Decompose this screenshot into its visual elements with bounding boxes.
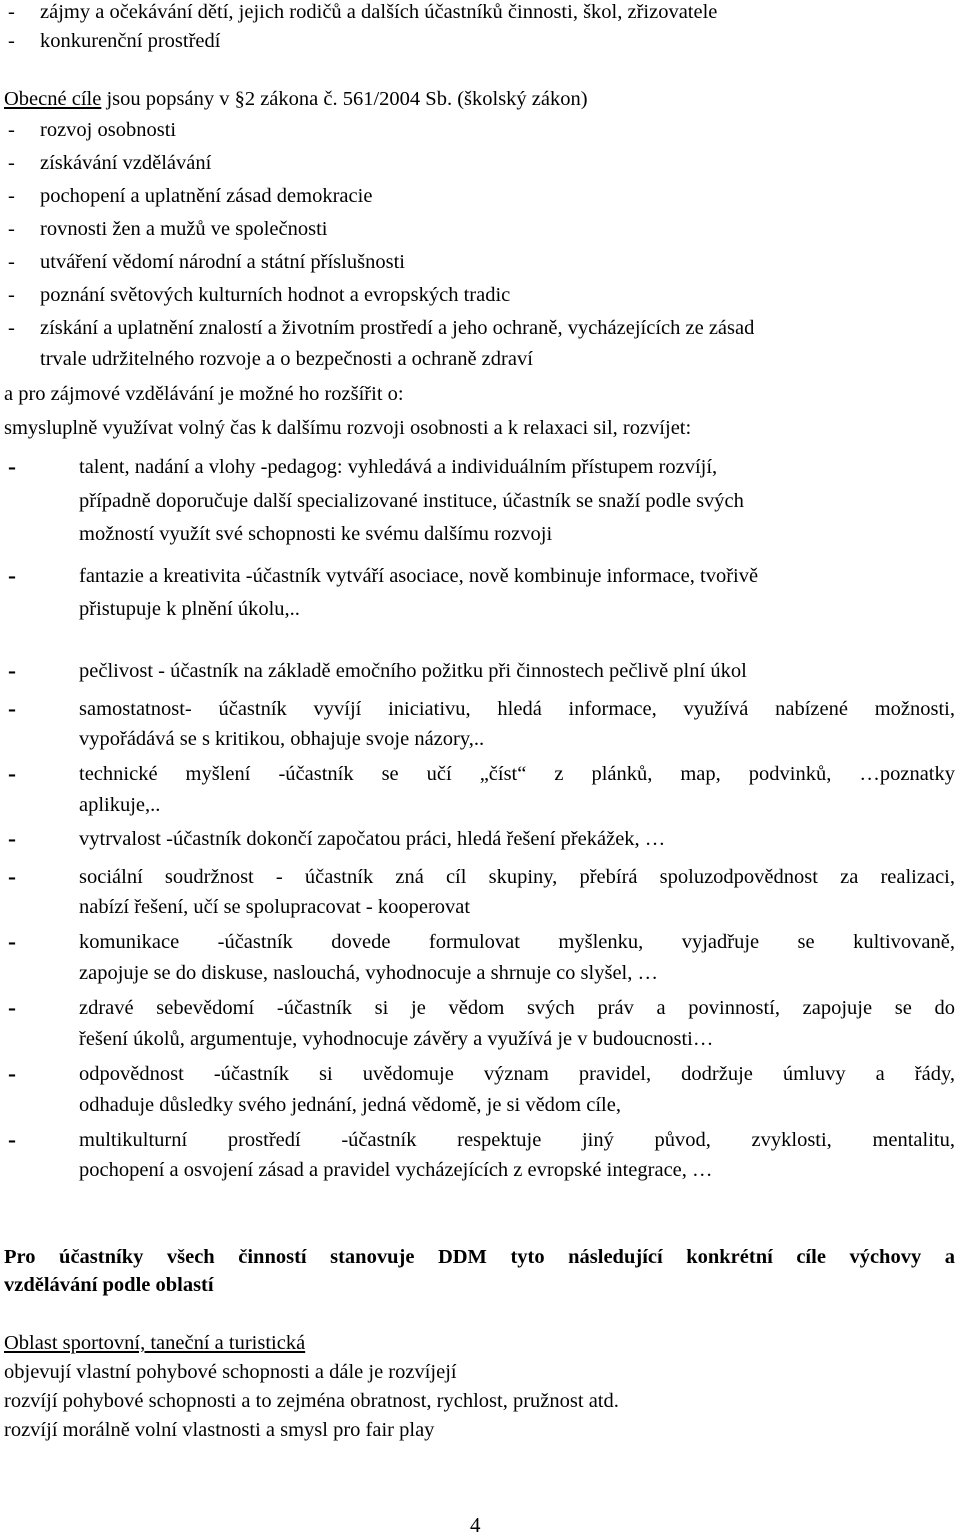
dash-marker: - xyxy=(8,1127,16,1153)
bullet-text: sociální soudržnost - účastník zná cíl skupiny, přebírá spoluzodpovědnost za realizaci, xyxy=(79,866,955,888)
goal-item-text: poznání světových kulturních hodnot a evropských tradic xyxy=(40,284,511,306)
dash-marker: - xyxy=(8,284,15,306)
dash-marker: - xyxy=(8,761,16,787)
dash-marker: - xyxy=(8,30,15,52)
bullet-text: samostatnost- účastník vyvíjí iniciativu, hledá informace, využívá nabízené možnosti, xyxy=(79,698,955,720)
bullet-text: aplikuje,.. xyxy=(79,794,161,816)
goal-item-text: získání a uplatnění znalostí a životním prostředí a jeho ochraně, vycházejících ze zásad xyxy=(40,317,755,339)
dash-marker: - xyxy=(8,864,16,890)
dash-marker: - xyxy=(8,929,16,955)
goal-item-text: trvale udržitelného rozvoje a o bezpečnosti a ochraně zdraví xyxy=(40,348,533,370)
dash-marker: - xyxy=(8,251,15,273)
bullet-text: případně doporučuje další specializované instituce, účastník se snaží podle svých xyxy=(79,490,744,512)
bullet-text: komunikace -účastník dovede formulovat myšlenku, vyjadřuje se kultivovaně, xyxy=(79,931,955,953)
dash-marker: - xyxy=(8,563,16,589)
bullet-text: zdravé sebevědomí -účastník si je vědom svých práv a povinností, zapojuje se do xyxy=(79,997,955,1019)
dash-marker: - xyxy=(8,658,16,684)
dash-marker: - xyxy=(8,1,15,23)
list-item-text: zájmy a očekávání dětí, jejich rodičů a dalších účastníků činnosti, škol, zřizovatele xyxy=(40,1,718,23)
bullet-text: nabízí řešení, učí se spolupracovat - kooperovat xyxy=(79,896,471,918)
dash-marker: - xyxy=(8,152,15,174)
dash-marker: - xyxy=(8,119,15,141)
dash-marker: - xyxy=(8,995,16,1021)
bullet-text: technické myšlení -účastník se učí „číst“ z plánků, map, podvinků, …poznatky xyxy=(79,763,955,785)
goals-intro xyxy=(4,87,588,111)
bullet-text: fantazie a kreativita -účastník vytváří asociace, nově kombinuje informace, tvořivě xyxy=(79,565,759,587)
bullet-text: vytrvalost -účastník dokončí započatou práci, hledá řešení překážek, … xyxy=(79,828,666,850)
bullet-text: talent, nadání a vlohy -pedagog: vyhledává a individuálním přístupem rozvíjí, xyxy=(79,456,718,478)
bullet-text: řešení úkolů, argumentuje, vyhodnocuje závěry a využívá je v budoucnosti… xyxy=(79,1028,714,1050)
goals-extension: smysluplně využívat volný čas k dalšímu rozvoji osobnosti a k relaxaci sil, rozvíjet: xyxy=(4,417,692,439)
goal-item-text: rovnosti žen a mužů ve společnosti xyxy=(40,218,328,240)
bullet-text: odhaduje důsledky svého jednání, jedná vědomě, je si vědom cíle, xyxy=(79,1094,621,1116)
bullet-text: pečlivost - účastník na základě emočního požitku při činnostech pečlivě plní úkol xyxy=(79,660,747,682)
goal-item-text: utváření vědomí národní a státní příslušnosti xyxy=(40,251,405,273)
dash-marker: - xyxy=(8,454,16,480)
dash-marker: - xyxy=(8,696,16,722)
dash-marker: - xyxy=(8,218,15,240)
paragraph-line: rozvíjí pohybové schopnosti a to zejména obratnost, rychlost, pružnost atd. xyxy=(4,1390,619,1412)
paragraph-line: rozvíjí morálně volní vlastnosti a smysl pro fair play xyxy=(4,1419,435,1441)
goal-item-text: rozvoj osobnosti xyxy=(40,119,177,141)
section-heading: vzdělávání podle oblastí xyxy=(4,1274,214,1296)
section-title: Oblast sportovní, taneční a turistická xyxy=(4,1332,306,1354)
dash-marker: - xyxy=(8,1061,16,1087)
bullet-text: zapojuje se do diskuse, naslouchá, vyhodnocuje a shrnuje co slyšel, … xyxy=(79,962,658,984)
dash-marker: - xyxy=(8,317,15,339)
page-number: 4 xyxy=(470,1513,481,1537)
list-item-text: konkurenční prostředí xyxy=(40,30,221,52)
goal-item-text: získávání vzdělávání xyxy=(40,152,212,174)
goals-intro-text: jsou popsány v §2 zákona č. 561/2004 Sb. (školský zákon) xyxy=(101,88,588,110)
bullet-text: pochopení a osvojení zásad a pravidel vycházejících z evropské integrace, … xyxy=(79,1159,713,1181)
bullet-text: vypořádává se s kritikou, obhajuje svoje názory,.. xyxy=(79,728,485,750)
section-heading: Pro účastníky všech činností stanovuje DDM tyto následující konkrétní cíle výchovy a xyxy=(4,1246,955,1268)
dash-marker: - xyxy=(8,826,16,852)
bullet-text: možností využít své schopnosti ke svému dalšímu rozvoji xyxy=(79,523,553,545)
bullet-text: multikulturní prostředí -účastník respektuje jiný původ, zvyklosti, mentalitu, xyxy=(79,1129,955,1151)
bullet-text: přistupuje k plnění úkolu,.. xyxy=(79,598,300,620)
bullet-text: odpovědnost -účastník si uvědomuje význam pravidel, dodržuje úmluvy a řády, xyxy=(79,1063,955,1085)
goals-extension: a pro zájmové vzdělávání je možné ho rozšířit o: xyxy=(4,383,404,405)
dash-marker: - xyxy=(8,185,15,207)
paragraph-line: objevují vlastní pohybové schopnosti a dále je rozvíjejí xyxy=(4,1361,457,1383)
goal-item-text: pochopení a uplatnění zásad demokracie xyxy=(40,185,373,207)
goals-intro-underlined: Obecné cíle xyxy=(4,88,102,110)
